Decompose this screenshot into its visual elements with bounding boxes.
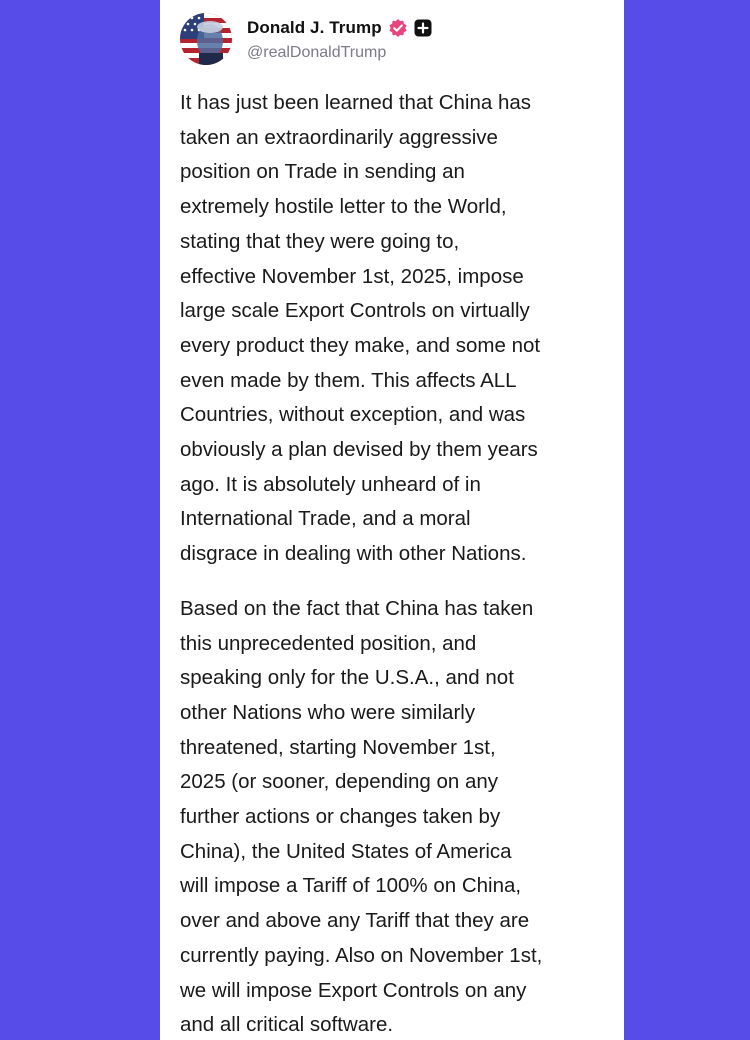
post-paragraph-2: Based on the fact that China has taken this unprecedented position, and speaking only for the U.S.A., and not other Nations who were similarly threatened, starting November 1st, 2025 (or sooner, depending on any further actions or changes taken by China), the United States of America will impose a Tariff of 100% on China, over and above any Tariff that they are currently paying. Also on November 1st, we will impose Export Controls on any and all critical software. — [180, 596, 543, 1037]
plus-square-icon — [414, 19, 432, 37]
verified-badge-icon — [388, 18, 408, 38]
author-name-row — [247, 15, 432, 41]
author-display-name[interactable]: Donald J. Trump — [247, 18, 382, 37]
post-body — [180, 86, 610, 1040]
author-handle[interactable]: @realDonaldTrump — [247, 44, 387, 61]
avatar-image — [180, 13, 232, 65]
post-paragraph-1: It has just been learned that China has taken an extraordinarily aggressive position on Trade in sending an extremely hostile letter to the World, stating that they were going to, effective November 1st, 2025, impose large scale Export Controls on virtually every product they make, and some not even made by them. This affects ALL Countries, without exception, and was obviously a plan devised by them years ago. It is absolutely unheard of in International Trade, and a moral disgrace in dealing with other Nations. — [180, 91, 541, 566]
avatar[interactable] — [180, 13, 232, 65]
post-card — [160, 0, 624, 1040]
